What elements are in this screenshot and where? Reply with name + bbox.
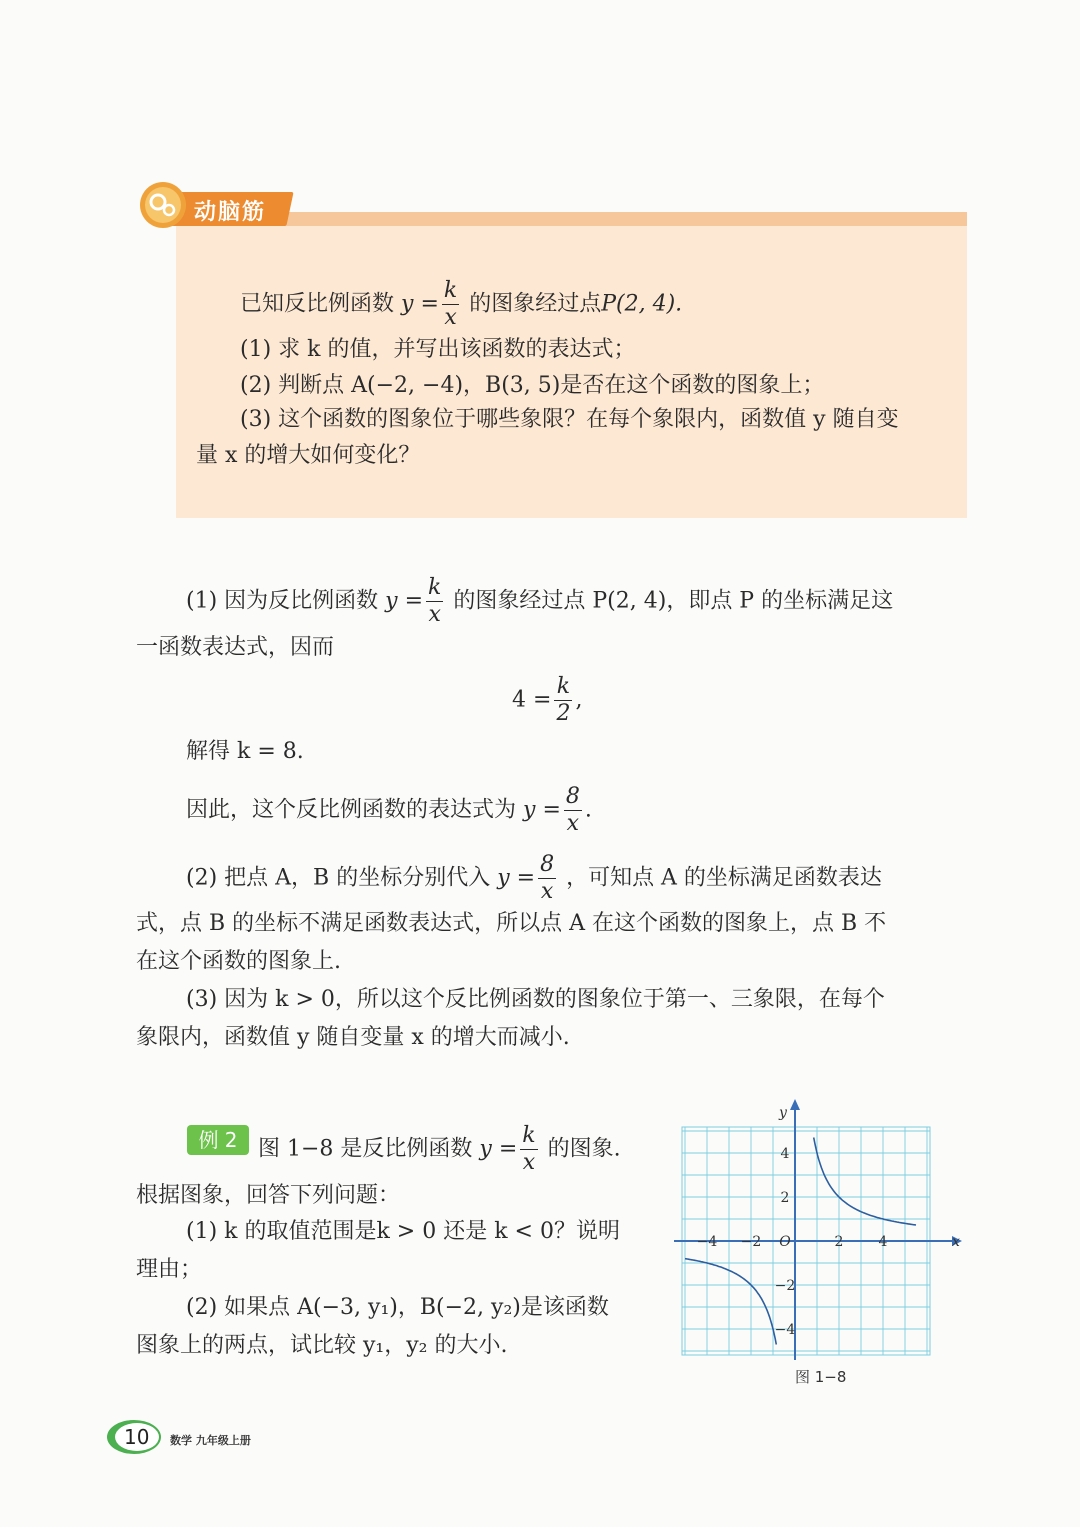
example-q2-line2: 图象上的两点，试比较 y₁，y₂ 的大小.	[136, 1333, 508, 1358]
y-tick-label: 4	[780, 1146, 790, 1162]
solution-solve: 解得 k = 8.	[186, 739, 304, 764]
example-q1-line2: 理由；	[136, 1257, 203, 1282]
inverse-function-graph	[672, 1095, 972, 1365]
x-axis-label: x	[952, 1234, 960, 1250]
y-tick-label: −4	[774, 1322, 796, 1338]
gears-icon	[138, 180, 188, 230]
example-label: 例 2	[187, 1125, 249, 1155]
think-q1: (1) 求 k 的值，并写出该函数的表达式；	[240, 337, 636, 362]
think-q3-line1: (3) 这个函数的图象位于哪些象限？在每个象限内，函数值 y 随自变	[240, 407, 899, 432]
solution-p3-line2: 象限内，函数值 y 随自变量 x 的增大而减小.	[136, 1025, 570, 1050]
solution-line1: (1) 因为反比例函数 y = $\frac{k}{x}$ 的图象经过点 P(2, 4)，即点 P 的坐标满足这	[186, 575, 894, 627]
x-tick-label: 2	[834, 1234, 844, 1250]
solution-p2-line3: 在这个函数的图象上.	[136, 949, 341, 974]
think-q3-line2: 量 x 的增大如何变化？	[196, 443, 421, 468]
solution-line2: 一函数表达式，因而	[136, 635, 335, 660]
solution-p2-line1: (2) 把点 A，B 的坐标分别代入 y = $\frac{8}{x}$ ，可知点 A 的坐标满足函数表达	[186, 852, 882, 904]
solution-p2-line2: 式，点 B 的坐标不满足函数表达式，所以点 A 在这个函数的图象上，点 B 不	[136, 911, 887, 936]
x-tick-label: −2	[740, 1234, 762, 1250]
example-q2-line1: (2) 如果点 A(−3, y₁)，B(−2, y₂)是该函数	[186, 1295, 609, 1320]
think-title: 动脑筋	[194, 200, 267, 225]
curve-branch-3	[685, 1259, 776, 1345]
x-tick-label: 4	[878, 1234, 888, 1250]
y-tick-label: 2	[780, 1190, 790, 1206]
example-q1-line1: (1) k 的取值范围是k > 0 还是 k < 0？说明	[186, 1219, 620, 1244]
figure-caption: 图 1−8	[795, 1368, 847, 1386]
axes	[674, 1099, 962, 1360]
page-number: 10	[124, 1425, 150, 1449]
think-header-bar	[176, 212, 967, 226]
axis-labels	[697, 1105, 960, 1338]
solution-therefore: 因此，这个反比例函数的表达式为 y = $\frac{8}{x}$ .	[186, 784, 592, 836]
think-q2: (2) 判断点 A(−2, −4)，B(3, 5)是否在这个函数的图象上；	[240, 373, 825, 398]
y-axis-label: y	[779, 1105, 787, 1121]
footer-book-title: 数学 九年级上册	[170, 1434, 251, 1447]
y-axis-arrow	[790, 1099, 800, 1110]
solution-equation: 4 = $\frac{k}{2}$ ,	[512, 674, 583, 726]
x-tick-label: −4	[696, 1234, 718, 1250]
example-line1: 图 1−8 是反比例函数 y = $\frac{k}{x}$ 的图象.	[258, 1123, 621, 1175]
example-line2: 根据图象，回答下列问题：	[136, 1183, 401, 1208]
y-tick-label: −2	[774, 1278, 796, 1294]
origin-label: O	[779, 1234, 791, 1250]
curve-branch-1	[814, 1138, 916, 1226]
think-intro: 已知反比例函数 y = $\frac{k}{x}$ 的图象经过点P(2, 4).	[240, 278, 683, 330]
solution-p3-line1: (3) 因为 k > 0，所以这个反比例函数的图象位于第一、三象限，在每个	[186, 987, 885, 1012]
